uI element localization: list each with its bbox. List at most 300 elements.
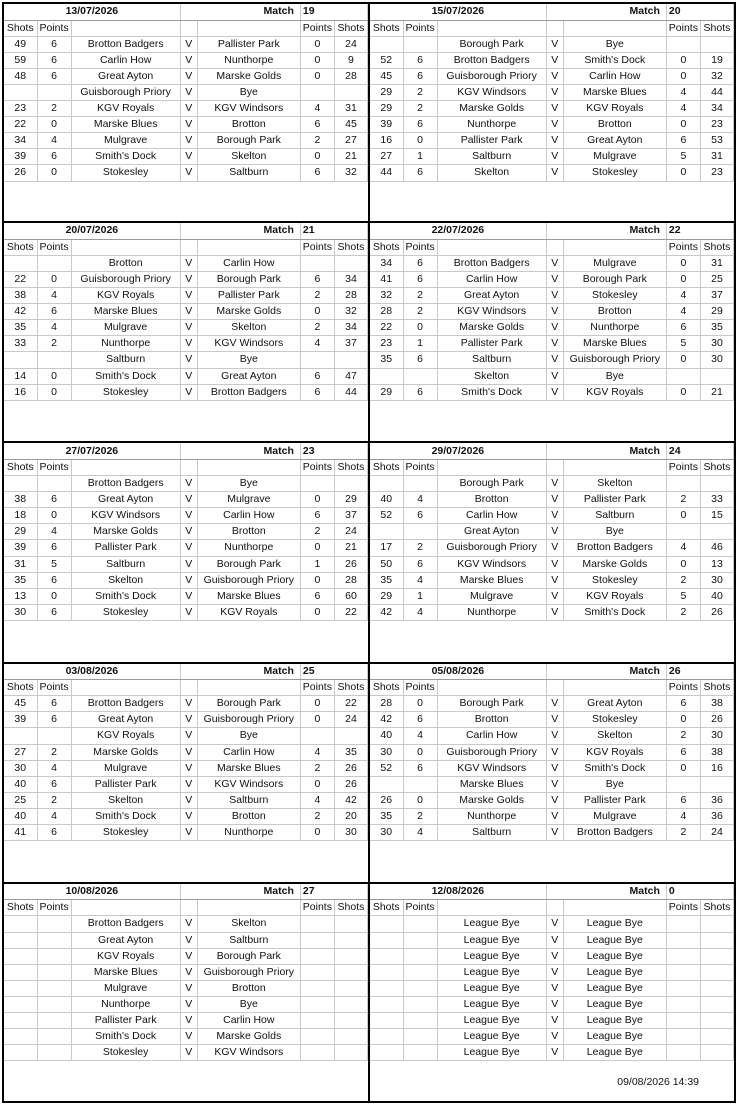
vs-label: V	[180, 476, 197, 492]
vs-label: V	[180, 1029, 197, 1045]
away-points: 0	[666, 255, 700, 271]
away-points	[300, 980, 334, 996]
fixture-row	[370, 36, 734, 52]
away-shots	[334, 728, 367, 744]
home-team: League Bye	[437, 1013, 546, 1029]
col-shots-home: Shots	[4, 20, 37, 36]
fixture-row	[4, 384, 368, 400]
vs-label: V	[546, 540, 563, 556]
col-points-away: Points	[666, 459, 700, 475]
away-team: Skelton	[197, 916, 300, 932]
vs-label: V	[180, 776, 197, 792]
away-shots	[334, 84, 367, 100]
vs-label: V	[546, 948, 563, 964]
fixture-row	[370, 540, 734, 556]
vs-label: V	[546, 255, 563, 271]
home-team: Guisborough Priory	[437, 540, 546, 556]
away-team: Pallister Park	[197, 36, 300, 52]
fixture-table	[370, 223, 734, 401]
home-team: Marske Blues	[437, 572, 546, 588]
vs-label: V	[180, 556, 197, 572]
away-shots	[334, 964, 367, 980]
fixtures-sheet	[2, 2, 736, 1103]
home-points: 2	[403, 288, 437, 304]
vs-label: V	[180, 508, 197, 524]
away-shots: 22	[334, 696, 367, 712]
home-team: Great Ayton	[71, 492, 180, 508]
fixture-row	[4, 588, 368, 604]
fixture-row	[370, 288, 734, 304]
home-shots: 48	[4, 68, 37, 84]
away-team: Great Ayton	[563, 133, 666, 149]
home-team: Guisborough Priory	[71, 84, 180, 100]
away-shots: 26	[334, 760, 367, 776]
home-team: Borough Park	[437, 476, 546, 492]
away-shots: 28	[334, 288, 367, 304]
vs-label: V	[180, 825, 197, 841]
away-points	[300, 996, 334, 1012]
away-team: KGV Royals	[197, 604, 300, 620]
home-team: Marske Blues	[71, 304, 180, 320]
vs-label: V	[546, 696, 563, 712]
away-points	[666, 36, 700, 52]
vs-label: V	[180, 149, 197, 165]
home-shots	[4, 352, 37, 368]
home-shots: 39	[370, 117, 403, 133]
home-team: Saltburn	[437, 825, 546, 841]
away-shots: 27	[334, 133, 367, 149]
away-points	[666, 368, 700, 384]
panel-header-row	[4, 664, 368, 680]
fixture-table	[4, 884, 368, 1062]
vs-label: V	[180, 352, 197, 368]
home-shots	[370, 1013, 403, 1029]
home-shots: 29	[370, 101, 403, 117]
vs-label: V	[546, 476, 563, 492]
home-team: Great Ayton	[71, 68, 180, 84]
away-shots: 29	[334, 492, 367, 508]
home-points	[403, 980, 437, 996]
home-points: 4	[403, 728, 437, 744]
away-team: Borough Park	[197, 133, 300, 149]
away-shots	[700, 476, 733, 492]
home-team: Saltburn	[437, 149, 546, 165]
home-team: Skelton	[437, 165, 546, 181]
home-team: Brotton	[71, 255, 180, 271]
away-team: Mulgrave	[197, 492, 300, 508]
away-shots: 24	[334, 524, 367, 540]
away-shots: 30	[700, 336, 733, 352]
match-number: 26	[666, 664, 733, 680]
col-points-away: Points	[666, 900, 700, 916]
fixture-row	[370, 932, 734, 948]
vs-label: V	[180, 588, 197, 604]
away-points	[300, 84, 334, 100]
away-shots	[334, 932, 367, 948]
away-shots: 32	[334, 304, 367, 320]
away-points: 0	[300, 492, 334, 508]
fixture-table	[370, 884, 734, 1062]
vs-label: V	[546, 524, 563, 540]
home-points	[37, 916, 71, 932]
fixture-row	[4, 696, 368, 712]
vs-label: V	[546, 964, 563, 980]
col-points-home: Points	[37, 680, 71, 696]
away-shots: 37	[334, 336, 367, 352]
away-team: Brotton	[197, 117, 300, 133]
away-team: League Bye	[563, 1045, 666, 1061]
home-points: 5	[37, 556, 71, 572]
away-team: Marske Blues	[563, 84, 666, 100]
home-team: Nunthorpe	[437, 604, 546, 620]
home-shots: 30	[370, 825, 403, 841]
home-shots: 45	[370, 68, 403, 84]
home-shots	[370, 964, 403, 980]
away-team: Skelton	[197, 149, 300, 165]
home-team: Skelton	[437, 368, 546, 384]
home-shots: 40	[370, 492, 403, 508]
col-points-home: Points	[37, 239, 71, 255]
fixture-row	[370, 84, 734, 100]
away-points	[666, 1045, 700, 1061]
home-shots	[4, 1013, 37, 1029]
home-team: Great Ayton	[71, 932, 180, 948]
away-team: Carlin How	[197, 1013, 300, 1029]
away-points: 2	[300, 288, 334, 304]
match-label: Match	[546, 4, 666, 20]
home-shots: 39	[4, 149, 37, 165]
home-team: League Bye	[437, 1045, 546, 1061]
away-team: Saltburn	[197, 792, 300, 808]
match-date: 13/07/2026	[4, 4, 180, 20]
match-label: Match	[180, 223, 300, 239]
away-points: 2	[300, 760, 334, 776]
away-team: League Bye	[563, 964, 666, 980]
vs-label: V	[546, 68, 563, 84]
home-team: Great Ayton	[437, 288, 546, 304]
home-points: 2	[37, 744, 71, 760]
home-shots: 39	[4, 712, 37, 728]
home-team: Nunthorpe	[437, 117, 546, 133]
away-shots	[334, 948, 367, 964]
column-header-row	[370, 459, 734, 475]
home-team: Marske Golds	[437, 320, 546, 336]
away-team: Pallister Park	[563, 792, 666, 808]
home-team: Mulgrave	[71, 980, 180, 996]
away-points	[300, 948, 334, 964]
fixture-row	[370, 68, 734, 84]
away-team: Carlin How	[197, 508, 300, 524]
away-shots: 28	[334, 572, 367, 588]
vs-label: V	[546, 492, 563, 508]
home-team: Brotton	[437, 492, 546, 508]
away-shots: 24	[700, 825, 733, 841]
vs-label: V	[180, 524, 197, 540]
panel-header-row	[370, 884, 734, 900]
home-team: Carlin How	[437, 728, 546, 744]
home-team: Great Ayton	[71, 712, 180, 728]
away-points	[300, 255, 334, 271]
away-points: 0	[666, 52, 700, 68]
match-date: 10/08/2026	[4, 884, 180, 900]
home-points: 6	[37, 304, 71, 320]
col-points-home: Points	[37, 459, 71, 475]
away-team: Guisborough Priory	[197, 964, 300, 980]
away-shots	[700, 1013, 733, 1029]
away-points: 2	[666, 604, 700, 620]
vs-label: V	[546, 52, 563, 68]
home-team: Stokesley	[71, 384, 180, 400]
home-team: League Bye	[437, 948, 546, 964]
home-points: 4	[37, 808, 71, 824]
fixture-row	[370, 588, 734, 604]
home-shots: 32	[370, 288, 403, 304]
home-points: 6	[403, 117, 437, 133]
home-shots: 29	[370, 84, 403, 100]
vs-label: V	[180, 271, 197, 287]
away-team: Borough Park	[197, 696, 300, 712]
fixture-row	[370, 776, 734, 792]
fixture-row	[4, 948, 368, 964]
panel-header-row	[4, 443, 368, 459]
fixture-row	[4, 36, 368, 52]
fixture-row	[370, 320, 734, 336]
home-shots: 22	[4, 117, 37, 133]
col-points-home: Points	[403, 900, 437, 916]
match-number: 24	[666, 443, 733, 459]
home-team: Brotton Badgers	[437, 52, 546, 68]
col-points-home: Points	[37, 20, 71, 36]
fixture-row	[370, 524, 734, 540]
fixture-row	[370, 996, 734, 1012]
away-team: Saltburn	[197, 165, 300, 181]
home-points: 2	[403, 540, 437, 556]
match-date: 29/07/2026	[370, 443, 546, 459]
away-team: Smith's Dock	[563, 52, 666, 68]
fixture-table	[4, 223, 368, 401]
home-points	[403, 36, 437, 52]
home-shots: 23	[370, 336, 403, 352]
fixture-row	[370, 572, 734, 588]
away-shots: 21	[700, 384, 733, 400]
away-shots	[700, 1029, 733, 1045]
away-points	[666, 980, 700, 996]
away-shots: 53	[700, 133, 733, 149]
home-points	[403, 916, 437, 932]
away-team: Saltburn	[563, 508, 666, 524]
away-points: 6	[666, 696, 700, 712]
vs-label: V	[180, 1013, 197, 1029]
home-shots	[370, 916, 403, 932]
away-points: 0	[300, 304, 334, 320]
home-points	[403, 476, 437, 492]
fixture-row	[4, 744, 368, 760]
home-team: Marske Golds	[71, 744, 180, 760]
fixture-row	[4, 808, 368, 824]
home-points	[37, 255, 71, 271]
away-shots: 28	[334, 68, 367, 84]
match-number: 25	[300, 664, 367, 680]
away-shots: 26	[334, 776, 367, 792]
fixture-row	[4, 68, 368, 84]
fixture-row	[370, 916, 734, 932]
vs-label: V	[180, 52, 197, 68]
away-points: 4	[666, 101, 700, 117]
vs-label: V	[546, 588, 563, 604]
home-shots: 27	[4, 744, 37, 760]
vs-label: V	[546, 980, 563, 996]
home-team: KGV Windsors	[437, 84, 546, 100]
home-team: Borough Park	[437, 696, 546, 712]
home-shots	[4, 932, 37, 948]
vs-label: V	[180, 133, 197, 149]
col-points-away: Points	[666, 20, 700, 36]
home-shots: 38	[4, 492, 37, 508]
home-points	[37, 980, 71, 996]
home-points: 4	[403, 604, 437, 620]
vs-label: V	[180, 712, 197, 728]
away-team: Great Ayton	[197, 368, 300, 384]
col-shots-home: Shots	[4, 239, 37, 255]
away-points	[666, 524, 700, 540]
home-points: 0	[37, 384, 71, 400]
vs-label: V	[546, 728, 563, 744]
home-shots	[370, 980, 403, 996]
fixture-row	[370, 1029, 734, 1045]
away-team: Carlin How	[197, 744, 300, 760]
away-shots: 32	[334, 165, 367, 181]
away-shots: 24	[334, 712, 367, 728]
fixture-row	[370, 149, 734, 165]
vs-label: V	[546, 384, 563, 400]
home-shots	[370, 948, 403, 964]
home-team: League Bye	[437, 916, 546, 932]
away-shots: 33	[700, 492, 733, 508]
vs-label: V	[546, 760, 563, 776]
vs-label: V	[546, 712, 563, 728]
away-shots: 38	[700, 744, 733, 760]
home-team: Stokesley	[71, 604, 180, 620]
away-shots: 36	[700, 792, 733, 808]
home-team: Smith's Dock	[71, 1029, 180, 1045]
col-shots-home: Shots	[370, 20, 403, 36]
away-team: Carlin How	[563, 68, 666, 84]
away-points: 0	[300, 540, 334, 556]
fixture-row	[4, 165, 368, 181]
away-points	[300, 964, 334, 980]
fixture-table	[4, 664, 368, 842]
vs-label: V	[546, 101, 563, 117]
away-points: 6	[666, 320, 700, 336]
away-shots: 9	[334, 52, 367, 68]
home-points: 6	[37, 36, 71, 52]
col-shots-away: Shots	[700, 459, 733, 475]
away-points: 0	[666, 712, 700, 728]
vs-label: V	[180, 728, 197, 744]
home-shots: 22	[4, 271, 37, 287]
away-shots: 32	[700, 68, 733, 84]
home-points: 0	[403, 792, 437, 808]
vs-label: V	[180, 808, 197, 824]
away-team: Borough Park	[197, 271, 300, 287]
vs-label: V	[180, 792, 197, 808]
fixture-row	[4, 255, 368, 271]
home-shots	[4, 476, 37, 492]
vs-label: V	[180, 304, 197, 320]
panel-header-row	[370, 4, 734, 20]
match-number: 22	[666, 223, 733, 239]
vs-label: V	[180, 320, 197, 336]
home-team: Pallister Park	[71, 776, 180, 792]
home-shots	[370, 368, 403, 384]
home-shots: 40	[370, 728, 403, 744]
match-number: 23	[300, 443, 367, 459]
home-team: Stokesley	[71, 1045, 180, 1061]
home-points: 6	[403, 508, 437, 524]
home-points: 4	[403, 825, 437, 841]
home-team: Brotton Badgers	[437, 255, 546, 271]
match-date: 03/08/2026	[4, 664, 180, 680]
home-team: KGV Windsors	[437, 760, 546, 776]
away-points	[300, 728, 334, 744]
vs-label: V	[180, 932, 197, 948]
col-shots-away: Shots	[700, 20, 733, 36]
vs-label: V	[546, 932, 563, 948]
home-team: Brotton Badgers	[71, 916, 180, 932]
fixture-row	[4, 996, 368, 1012]
away-team: League Bye	[563, 1029, 666, 1045]
home-team: Pallister Park	[71, 540, 180, 556]
home-shots: 38	[4, 288, 37, 304]
home-points: 6	[403, 255, 437, 271]
home-shots: 35	[4, 320, 37, 336]
away-team: Borough Park	[197, 948, 300, 964]
home-points: 0	[37, 165, 71, 181]
home-points: 0	[37, 368, 71, 384]
away-points	[300, 1029, 334, 1045]
fixture-row	[4, 728, 368, 744]
column-header-row	[370, 239, 734, 255]
away-team: Guisborough Priory	[563, 352, 666, 368]
away-team: Great Ayton	[563, 696, 666, 712]
fixture-row	[4, 1013, 368, 1029]
away-points	[300, 932, 334, 948]
home-shots: 17	[370, 540, 403, 556]
vs-label: V	[546, 1013, 563, 1029]
fixture-row	[4, 1045, 368, 1061]
home-points	[37, 996, 71, 1012]
col-points-home: Points	[403, 459, 437, 475]
fixture-row	[370, 101, 734, 117]
fixture-row	[370, 508, 734, 524]
home-shots	[4, 1045, 37, 1061]
away-shots	[700, 524, 733, 540]
col-shots-away: Shots	[700, 239, 733, 255]
away-team: Brotton	[197, 524, 300, 540]
home-points	[403, 948, 437, 964]
away-points: 0	[666, 352, 700, 368]
home-points: 4	[403, 572, 437, 588]
home-team: Stokesley	[71, 165, 180, 181]
home-team: Smith's Dock	[71, 588, 180, 604]
panel-header-row	[370, 443, 734, 459]
away-shots: 20	[334, 808, 367, 824]
away-shots: 16	[700, 760, 733, 776]
home-points: 0	[37, 117, 71, 133]
home-points	[403, 932, 437, 948]
fixture-row	[4, 133, 368, 149]
away-points: 0	[666, 384, 700, 400]
